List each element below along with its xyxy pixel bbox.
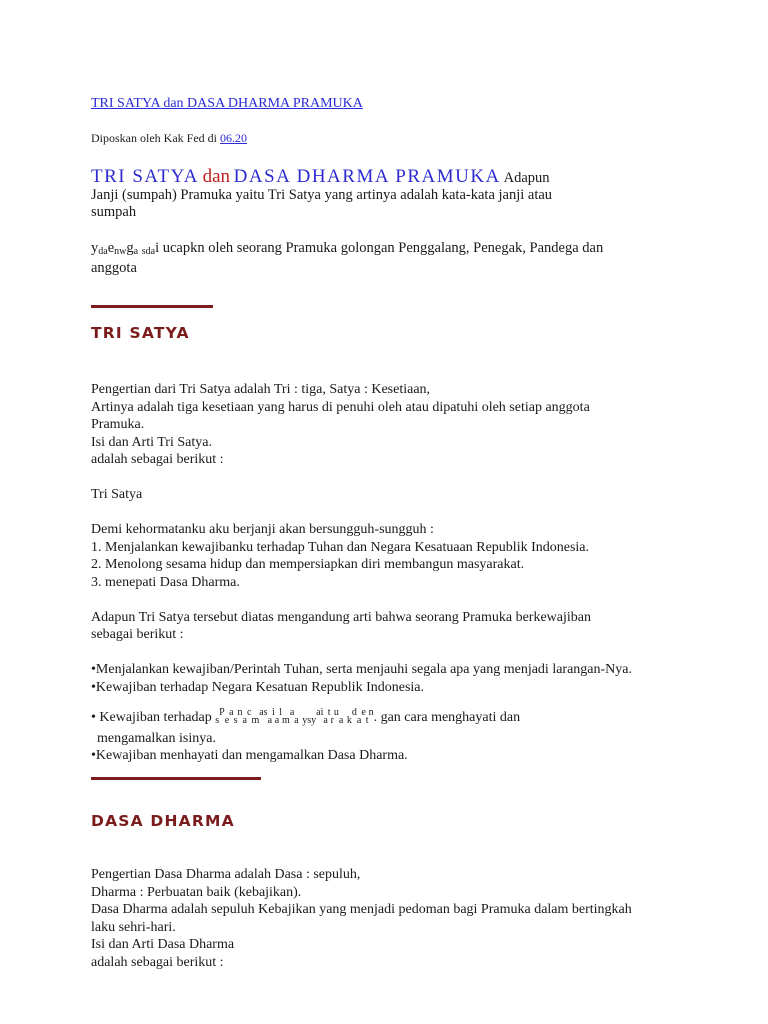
oath-item: 1. Menjalankan kewajibanku terhadap Tuhan dan Negara Kesatuaan Republik Indonesia. (91, 539, 590, 555)
dasa-dharma-body (91, 866, 691, 971)
tri-satya-heading: TRI SATYA (91, 324, 190, 342)
intro-heading-tri-satya: TRI SATYA (91, 166, 199, 187)
intro-paragraph-2 (91, 240, 671, 277)
bullet-item: •Menjalankan kewajiban/Perintah Tuhan, serta menjauhi segala apa yang menjadi larangan-Nya. (91, 662, 633, 677)
bullet-item: •Kewajiban terhadap Negara Kesatuan Republik Indonesia. (91, 679, 424, 695)
text-line: Isi dan Arti Tri Satya. (91, 434, 212, 450)
intro-heading-dasa-dharma: DASA DHARMA PRAMUKA (233, 166, 501, 187)
intro-paragraph (91, 168, 671, 221)
oath-item: 2. Menolong sesama hidup dan mempersiapkan diri membangun masyarakat. (91, 557, 525, 572)
text-line: Dharma : Perbuatan baik (kebajikan). (91, 884, 302, 900)
posted-by-text: Diposkan oleh Kak Fed di (91, 131, 217, 145)
dasa-dharma-heading: DASA DHARMA (91, 812, 235, 830)
garbled-text: $_s^P_e^a_s^n_a^c_m^{as}_a^i_a^l_m^a_a$ $_{ysy}^{ai}_a^t_r^u_a$ $_k^d_a^e_t^n$. (215, 707, 378, 726)
meaning-line: sebagai berikut : (91, 627, 184, 642)
post-time-link[interactable]: 06.20 (219, 131, 247, 145)
text-line: Pengertian Dasa Dharma adalah Dasa : sepuluh, (91, 867, 361, 882)
text-line: Isi dan Arti Dasa Dharma (91, 937, 235, 952)
bullet-item-garbled: • Kewajiban terhadap $_s^P_e^a_s^n_a^c_m^{as}_a^i_a^l_m^a_a$ $_{ysy}^{ai}_a^t_r^u_a$ $_k^d_a^e_t^n$. gan cara menghayati dan (91, 707, 521, 726)
text-line: laku sehri-hari. (91, 919, 176, 935)
text-line: adalah sebagai berikut : (91, 954, 224, 970)
tri-satya-subtitle: Tri Satya (91, 487, 143, 502)
section-divider (91, 777, 261, 780)
intro-text-line3: sumpah (91, 204, 137, 220)
intro2-text-line1: ucapkn oleh seorang Pramuka golongan Penggalang, Penegak, Pandega dan (162, 240, 604, 256)
text-line: Artinya adalah tiga kesetiaan yang harus di penuhi oleh atau dipatuhi oleh setiap anggota (91, 399, 590, 415)
oath-item: 3. menepati Dasa Dharma. (91, 574, 240, 590)
text-line: Pramuka. (91, 417, 145, 432)
meaning-line: Adapun Tri Satya tersebut diatas mengandung arti bahwa seorang Pramuka berkewajiban (91, 609, 591, 625)
bullet-item: •Kewajiban menhayati dan mengamalkan Dasa Dharma. (91, 748, 408, 763)
intro-heading-dan: dan (202, 166, 231, 187)
posted-by-line (91, 131, 247, 146)
text-line: Pengertian dari Tri Satya adalah Tri : tiga, Satya : Kesetiaan, (91, 382, 431, 397)
text-line: adalah sebagai berikut : (91, 452, 224, 467)
bullet-continuation: mengamalkan isinya. (97, 730, 216, 746)
intro-text-line2: Janji (sumpah) Pramuka yaitu Tri Satya yang artinya adalah kata-kata janji atau (91, 187, 553, 203)
garbled-text: $y_{da}e_{nw}g_a$ $_{sda}$i (91, 240, 160, 257)
intro2-text-line2: anggota (91, 260, 137, 276)
post-title-link[interactable]: TRI SATYA dan DASA DHARMA PRAMUKA (91, 96, 363, 111)
text-line: Dasa Dharma adalah sepuluh Kebajikan yang menjadi pedoman bagi Pramuka dalam bertingkah (91, 902, 632, 917)
tri-satya-body (91, 381, 691, 765)
oath-intro: Demi kehormatanku aku berjanji akan bersungguh-sungguh : (91, 522, 434, 537)
section-divider (91, 305, 213, 308)
intro-text-start: Adapun (503, 170, 550, 186)
